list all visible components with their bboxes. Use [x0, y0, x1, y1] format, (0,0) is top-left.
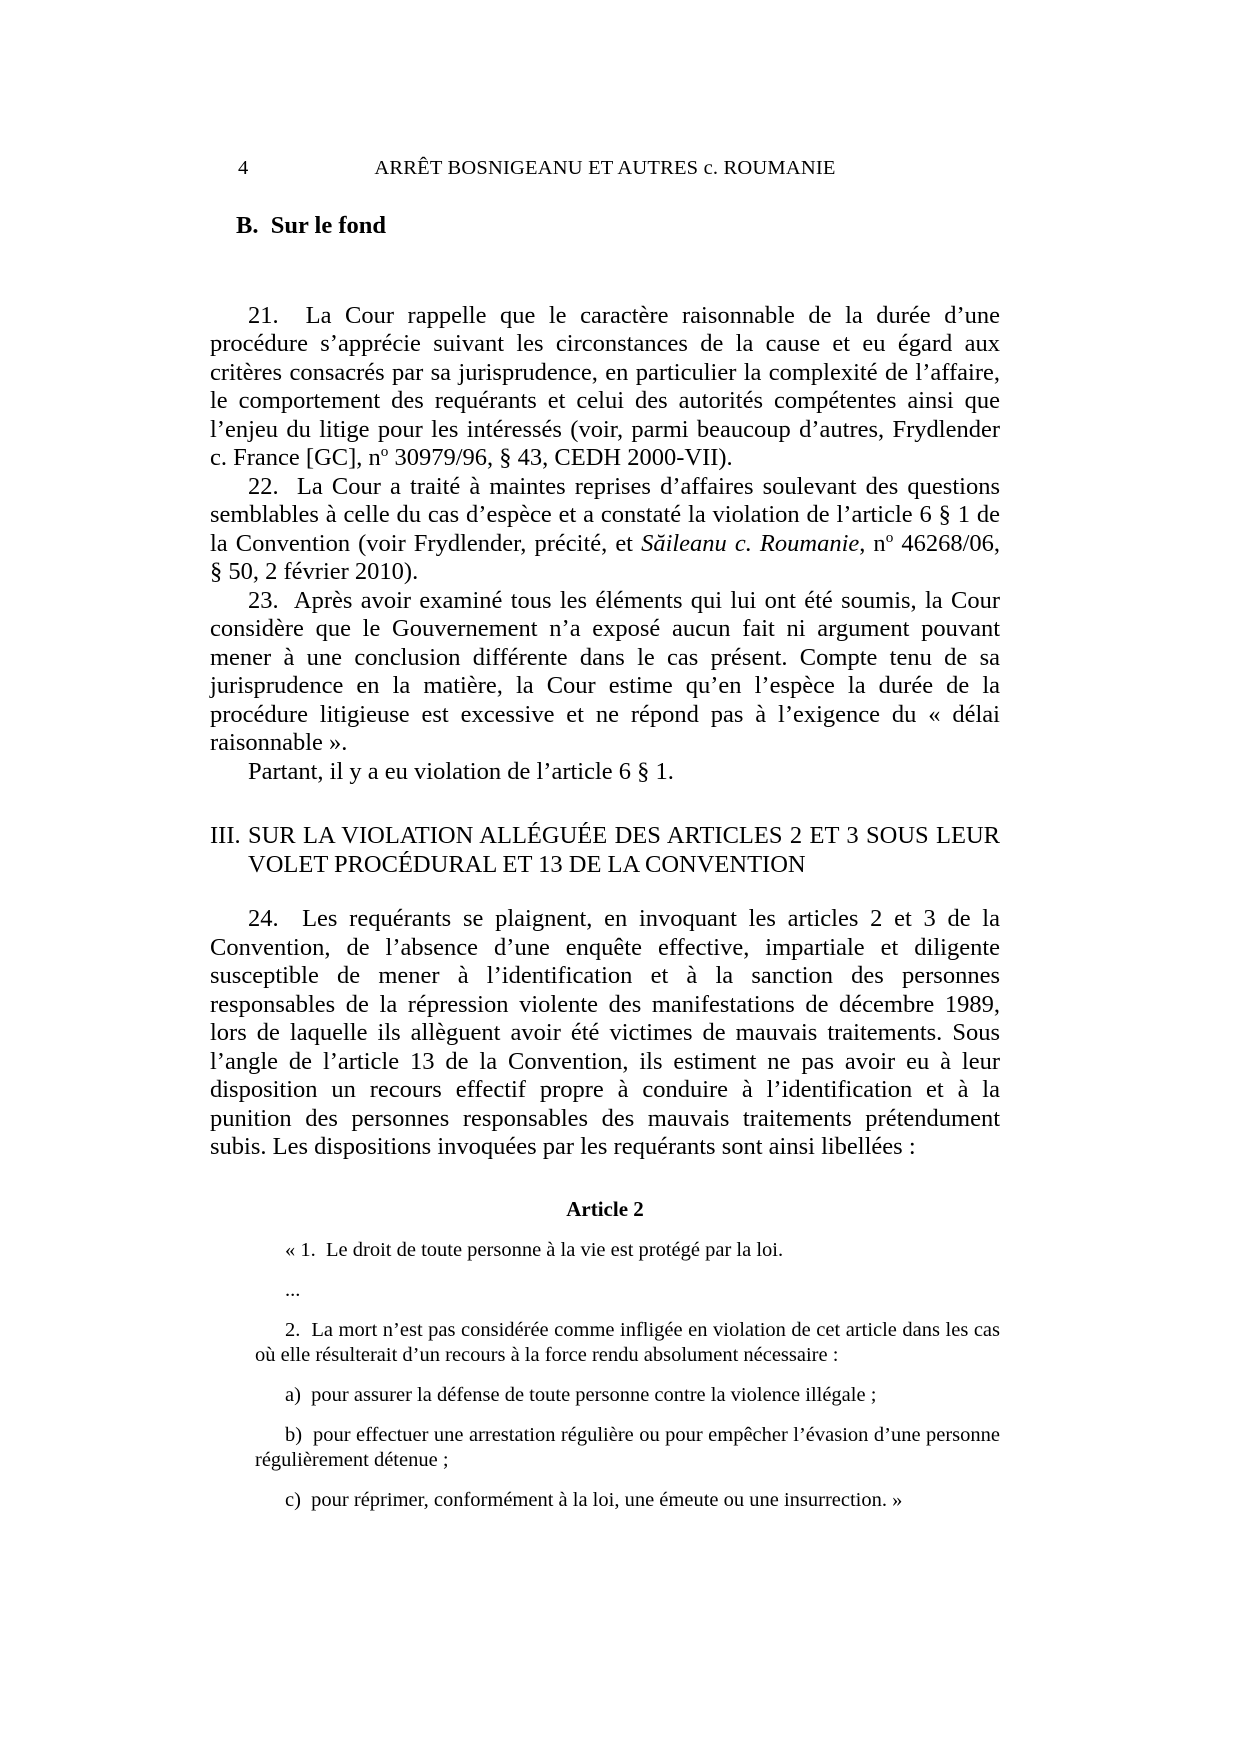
article-2-quote-block	[255, 1238, 1000, 1513]
paragraph-21: 21. La Cour rappelle que le caractère raisonnable de la durée d’une procédure s’apprécie suivant les circonstances de la cause et eu égard aux critères consacrés par sa jurisprudence, en particulier la complexité de l’affaire, le comportement des requérants et celui des autorités compétentes ainsi que l’enjeu du litige pour les intéressés (voir, parmi beaucoup d’autres, Frydlender c. France [GC], $n^o$ 30979/96, § 43, CEDH 2000-VII).	[210, 301, 1000, 471]
quote-item-c: c) pour réprimer, conformément à la loi, une émeute ou une insurrection. »	[285, 1488, 903, 1511]
quote-item-a: a) pour assurer la défense de toute personne contre la violence illégale ;	[285, 1383, 877, 1406]
quote-paragraph-1: « 1. Le droit de toute personne à la vie est protégé par la loi.	[285, 1238, 784, 1261]
heading-sur-le-fond: B. Sur le fond	[236, 212, 386, 239]
paragraph-23: 23. Après avoir examiné tous les éléments qui lui ont été soumis, la Cour considère que le Gouvernement n’a exposé aucun fait ni argument pouvant mener à une conclusion différente dans le cas présent. Compte tenu de sa jurisprudence en la matière, la Cour estime qu’en l’espèce la durée de la procédure litigieuse est excessive et ne répond pas à l’exigence du « délai raisonnable ».	[210, 586, 1000, 756]
quote-item-b: b) pour effectuer une arrestation régulière ou pour empêcher l’évasion d’une personne régulièrement détenue ;	[255, 1423, 1000, 1471]
page-number: 4	[238, 157, 249, 179]
page-content	[210, 0, 1000, 1513]
paragraph-partant: Partant, il y a eu violation de l’article 6 § 1.	[248, 757, 674, 785]
quote-paragraph-2: 2. La mort n’est pas considérée comme infligée en violation de cet article dans les cas où elle résulterait d’un recours à la force rendu absolument nécessaire :	[255, 1318, 1000, 1366]
quote-ellipsis: ...	[285, 1278, 301, 1301]
paragraph-22: 22. La Cour a traité à maintes reprises d’affaires soulevant des questions semblables à celle du cas d’espèce et a constaté la violation de l’article 6 § 1 de la Convention (voir Frydlender, précité, et Săileanu c. Roumanie, $n^o$ 46268/06, § 50, 2 février 2010).	[210, 472, 1001, 585]
heading-section-iii: III. SUR LA VIOLATION ALLÉGUÉE DES ARTICLES 2 ET 3 SOUS LEUR VOLET PROCÉDURAL ET 13 DE LA CONVENTION	[210, 822, 1000, 878]
paragraph-24: 24. Les requérants se plaignent, en invoquant les articles 2 et 3 de la Convention, de l’absence d’une enquête effective, impartiale et diligente susceptible de mener à l’identification et à la sanction des personnes responsables de la répression violente des manifestations de décembre 1989, lors de laquelle ils allèguent avoir été victimes de mauvais traitements. Sous l’angle de l’article 13 de la Convention, ils estiment ne pas avoir eu à leur disposition un recours effectif propre à conduire à l’identification et à la punition des personnes responsables des mauvais traitements prétendument subis. Les dispositions invoquées par les requérants sont ainsi libellées :	[210, 905, 1000, 1160]
running-title: ARRÊT BOSNIGEANU ET AUTRES c. ROUMANIE	[374, 157, 836, 179]
heading-article-2: Article 2	[566, 1196, 644, 1221]
